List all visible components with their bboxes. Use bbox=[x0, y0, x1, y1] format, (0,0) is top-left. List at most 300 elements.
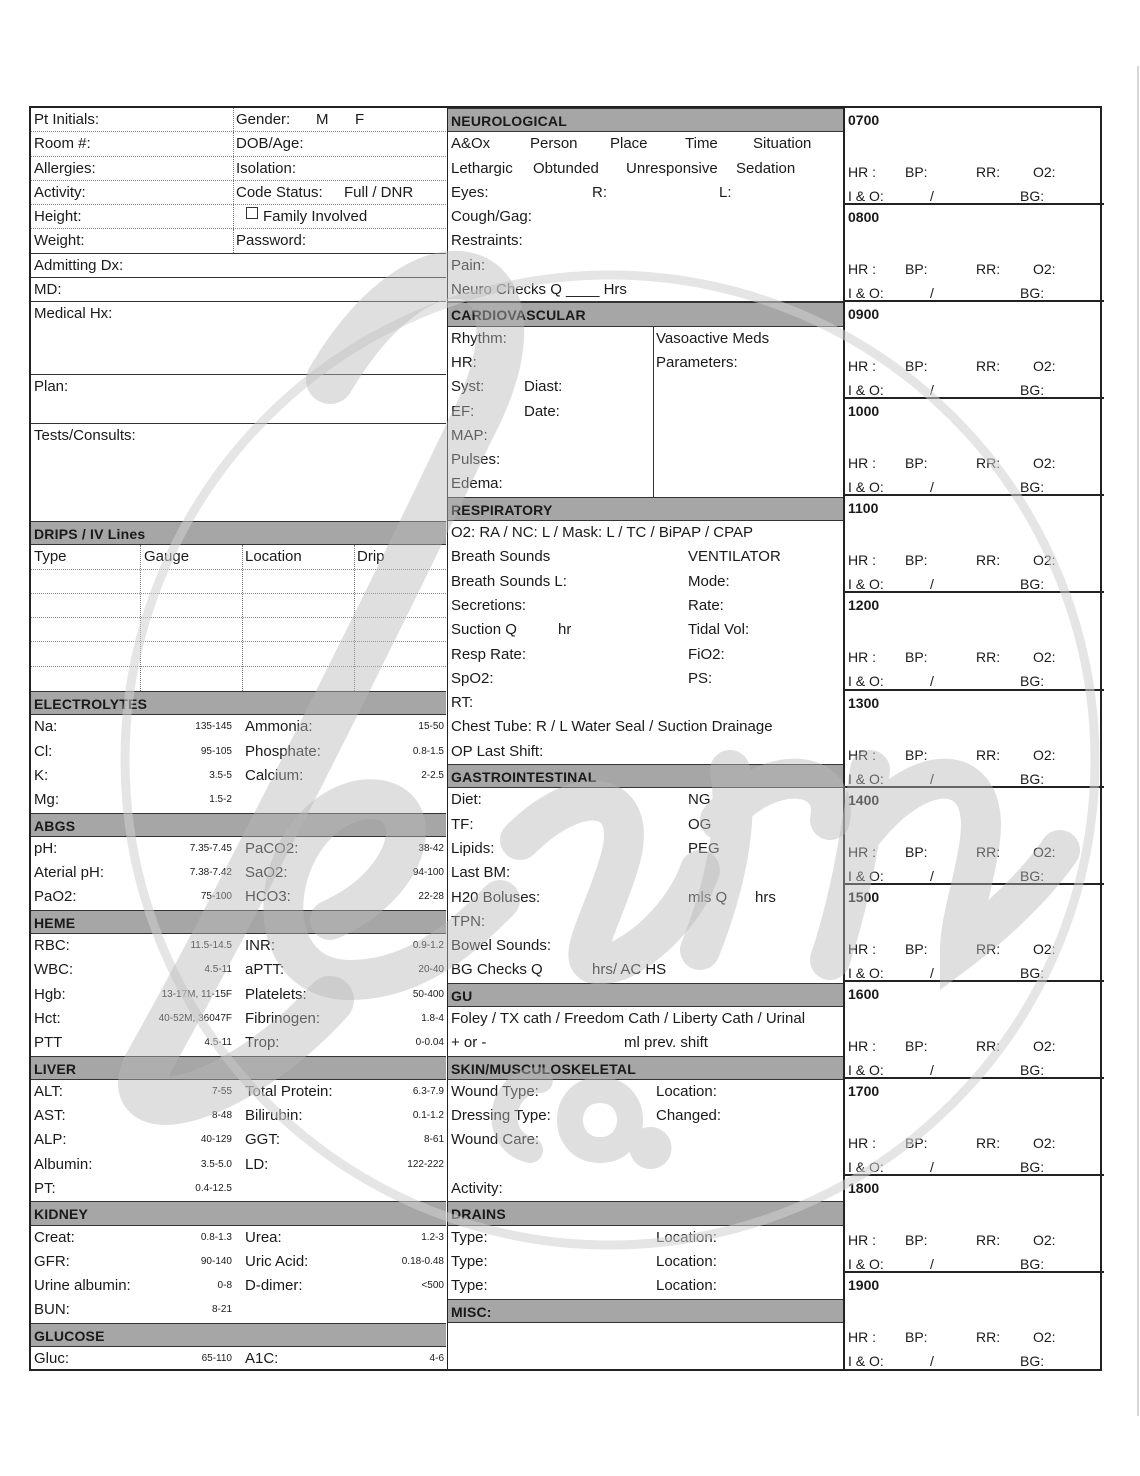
o2-label: O2: bbox=[1033, 1329, 1056, 1346]
lab-range: <500 bbox=[421, 1280, 444, 1292]
lab-name: Urine albumin: bbox=[34, 1277, 131, 1295]
bp-label: BP: bbox=[905, 843, 928, 860]
bg-checks-label: BG Checks Q bbox=[451, 961, 543, 979]
lab-name: RBC: bbox=[34, 937, 70, 955]
lab-row bbox=[31, 837, 446, 861]
drains-header: DRAINS bbox=[448, 1201, 844, 1225]
lab-name: Cl: bbox=[34, 742, 53, 760]
lab-name: Albumin: bbox=[34, 1155, 93, 1173]
unresponsive-option[interactable]: Unresponsive bbox=[626, 159, 718, 177]
o2-label: O2: bbox=[1033, 746, 1056, 763]
lab-name: Gluc: bbox=[34, 1350, 70, 1368]
rr-label: RR: bbox=[976, 261, 1001, 278]
vitals-time: 1800 bbox=[848, 1180, 880, 1197]
o2-label: O2: bbox=[1033, 940, 1056, 957]
code-status-label: Code Status: bbox=[236, 183, 323, 201]
bg-label: BG: bbox=[1020, 188, 1045, 204]
io-slash: / bbox=[930, 770, 934, 787]
hr-label: HR : bbox=[848, 164, 876, 180]
lab-range: 2-2.5 bbox=[421, 769, 444, 781]
skin-activity-label: Activity: bbox=[451, 1180, 503, 1198]
suction-label: Suction Q bbox=[451, 621, 517, 639]
lab-name: Fibrinogen: bbox=[245, 1009, 321, 1027]
vitals-time: 0700 bbox=[848, 112, 880, 128]
lab-range: 0.4-12.5 bbox=[195, 1182, 232, 1194]
ef-date-label: Date: bbox=[524, 402, 560, 420]
op-last-shift-label: OP Last Shift: bbox=[451, 742, 544, 760]
spo2-label: SpO2: bbox=[451, 669, 494, 687]
lab-range: 8-21 bbox=[211, 1304, 232, 1316]
bp-label: BP: bbox=[905, 261, 928, 278]
lab-name: Bilirubin: bbox=[245, 1107, 303, 1125]
lab-name: PaCO2: bbox=[245, 839, 299, 857]
family-involved-label: Family Involved bbox=[263, 208, 368, 226]
lab-range: 20-40 bbox=[418, 964, 444, 976]
hr-label: HR : bbox=[848, 455, 876, 472]
neuro-checks-label: Neuro Checks Q ____ Hrs bbox=[451, 281, 627, 299]
rr-label: RR: bbox=[976, 649, 1001, 666]
io-slash: / bbox=[930, 1353, 934, 1370]
lab-row bbox=[31, 1153, 446, 1177]
vitals-block[interactable] bbox=[845, 1079, 1104, 1176]
o2-label: O2: bbox=[1033, 261, 1056, 278]
cardio-header: CARDIOVASCULAR bbox=[448, 302, 844, 326]
obtunded-option[interactable]: Obtunded bbox=[533, 159, 599, 177]
drips-row[interactable] bbox=[31, 667, 446, 691]
lab-name: Uric Acid: bbox=[245, 1252, 309, 1270]
lab-range: 50-400 bbox=[412, 988, 444, 1000]
person-option[interactable]: Person bbox=[530, 135, 578, 153]
lab-range: 7.35-7.45 bbox=[189, 842, 232, 854]
bp-label: BP: bbox=[905, 455, 928, 472]
eyes-r-label: R: bbox=[592, 183, 607, 201]
vitals-time: 1000 bbox=[848, 403, 880, 420]
misc-header: MISC: bbox=[448, 1299, 844, 1323]
vitals-row-hr bbox=[848, 451, 1104, 475]
lab-range: 65-110 bbox=[201, 1353, 232, 1365]
bg-label: BG: bbox=[1020, 673, 1045, 690]
io-label: I & O: bbox=[848, 867, 884, 884]
drain-location-label: Location: bbox=[656, 1252, 717, 1270]
boluses-hrs-label: hrs bbox=[755, 888, 776, 906]
pt-initials-label: Pt Initials: bbox=[34, 111, 100, 128]
drain-type-label: Type: bbox=[451, 1252, 488, 1270]
vitals-block[interactable] bbox=[845, 496, 1104, 593]
vitals-row-hr bbox=[848, 645, 1104, 669]
syst-label: Syst: bbox=[451, 378, 485, 396]
gi-header: GASTROINTESTINAL bbox=[448, 764, 844, 788]
vitals-block[interactable] bbox=[845, 302, 1104, 399]
lab-name: SaO2: bbox=[245, 864, 288, 882]
lab-range: 90-140 bbox=[200, 1255, 232, 1267]
bg-label: BG: bbox=[1020, 1256, 1045, 1273]
drain-type-label: Type: bbox=[451, 1277, 488, 1295]
lab-name: PTT bbox=[34, 1034, 63, 1052]
vitals-block[interactable] bbox=[845, 108, 1104, 205]
io-label: I & O: bbox=[848, 382, 884, 399]
vitals-block[interactable] bbox=[845, 982, 1104, 1079]
lab-range: 11.5-14.5 bbox=[190, 940, 232, 952]
vitals-time: 1900 bbox=[848, 1277, 880, 1294]
lab-range: 15-50 bbox=[418, 721, 444, 733]
io-slash: / bbox=[930, 479, 934, 496]
edema-label: Edema: bbox=[451, 475, 503, 493]
ng-option[interactable]: NG bbox=[688, 791, 711, 809]
vitals-block[interactable] bbox=[845, 399, 1104, 496]
lab-range: 135-145 bbox=[195, 721, 232, 733]
o2-label: O2: bbox=[1033, 843, 1056, 860]
vasoactive-label: Vasoactive Meds bbox=[656, 329, 770, 347]
drain-location-label: Location: bbox=[656, 1277, 717, 1295]
lab-name: Urea: bbox=[245, 1228, 282, 1246]
situation-option[interactable]: Situation bbox=[753, 135, 812, 153]
lab-row bbox=[31, 715, 446, 739]
drips-row[interactable] bbox=[31, 594, 446, 618]
cough-gag-label: Cough/Gag: bbox=[451, 208, 532, 226]
bp-label: BP: bbox=[905, 552, 928, 569]
restraints-label: Restraints: bbox=[451, 232, 523, 250]
o2-label: O2: bbox=[1033, 1134, 1056, 1151]
vitals-row-hr bbox=[848, 743, 1104, 767]
bg-label: BG: bbox=[1020, 479, 1045, 496]
io-label: I & O: bbox=[848, 1256, 884, 1273]
lab-range: 1.5-2 bbox=[209, 794, 232, 806]
lab-name: Total Protein: bbox=[245, 1082, 333, 1100]
o2-label: O2: bbox=[1033, 552, 1056, 569]
resp-header: RESPIRATORY bbox=[448, 497, 844, 521]
lab-range: 40-129 bbox=[200, 1134, 232, 1146]
vitals-block[interactable] bbox=[845, 691, 1104, 788]
bp-label: BP: bbox=[905, 1134, 928, 1151]
lab-range: 94-100 bbox=[412, 867, 444, 879]
lab-name: Hgb: bbox=[34, 985, 66, 1003]
rr-label: RR: bbox=[976, 843, 1001, 860]
gender-label: Gender: bbox=[236, 111, 291, 128]
io-label: I & O: bbox=[848, 576, 884, 593]
hr-label: HR : bbox=[848, 358, 876, 375]
bp-label: BP: bbox=[905, 1037, 928, 1054]
vitals-time: 1400 bbox=[848, 791, 880, 808]
last-bm-label: Last BM: bbox=[451, 864, 511, 882]
o2-label: O2: bbox=[1033, 455, 1056, 472]
lab-row bbox=[31, 1080, 446, 1104]
rr-label: RR: bbox=[976, 746, 1001, 763]
lab-row bbox=[31, 1104, 446, 1128]
lab-row bbox=[31, 1128, 446, 1152]
skin-header: SKIN/MUSCULOSKELETAL bbox=[448, 1056, 844, 1080]
vitals-row-hr bbox=[848, 937, 1104, 961]
rr-label: RR: bbox=[976, 164, 1001, 180]
lab-name: ALP: bbox=[34, 1131, 67, 1149]
drain-location-label: Location: bbox=[656, 1228, 717, 1246]
lab-name: Phosphate: bbox=[245, 742, 321, 760]
io-slash: / bbox=[930, 188, 934, 204]
lab-range: 0.9-1.2 bbox=[412, 940, 444, 952]
lab-range: 4.5-11 bbox=[204, 1037, 232, 1049]
vent-rate-label: Rate: bbox=[688, 596, 724, 614]
rr-label: RR: bbox=[976, 1232, 1001, 1249]
rr-label: RR: bbox=[976, 455, 1001, 472]
io-slash: / bbox=[930, 382, 934, 399]
ef-label: EF: bbox=[451, 402, 475, 420]
drips-col-drip: Drip bbox=[357, 548, 385, 566]
bg-label: BG: bbox=[1020, 382, 1045, 399]
lab-range: 0.18-0.48 bbox=[401, 1255, 444, 1267]
drips-table bbox=[31, 545, 446, 691]
lab-range: 3.5-5 bbox=[209, 769, 232, 781]
lab-row bbox=[31, 1007, 446, 1031]
breath-sounds-l-label: Breath Sounds L: bbox=[451, 572, 567, 590]
lab-range: 22-28 bbox=[418, 891, 444, 903]
bp-label: BP: bbox=[905, 1329, 928, 1346]
misc-area[interactable] bbox=[448, 1323, 844, 1372]
lab-range: 8-61 bbox=[423, 1134, 444, 1146]
bg-label: BG: bbox=[1020, 1061, 1045, 1078]
pain-label: Pain: bbox=[451, 256, 486, 274]
bg-label: BG: bbox=[1020, 964, 1045, 981]
lab-name: GFR: bbox=[34, 1252, 70, 1270]
vitals-row-hr bbox=[848, 840, 1104, 864]
lab-row bbox=[31, 1347, 446, 1371]
bowel-sounds-label: Bowel Sounds: bbox=[451, 937, 552, 955]
vitals-column bbox=[843, 108, 1104, 1369]
drips-row[interactable] bbox=[31, 642, 446, 666]
io-slash: / bbox=[930, 576, 934, 593]
drips-header: DRIPS / IV Lines bbox=[31, 521, 446, 545]
electrolytes-header: ELECTROLYTES bbox=[31, 691, 446, 715]
tidal-vol-label: Tidal Vol: bbox=[688, 621, 750, 639]
allergies-label: Allergies: bbox=[34, 159, 96, 177]
drips-row[interactable] bbox=[31, 570, 446, 594]
lab-range: 0.8-1.5 bbox=[412, 745, 444, 757]
lab-range: 0.1-1.2 bbox=[412, 1110, 444, 1122]
tests-consults-label: Tests/Consults: bbox=[34, 426, 136, 444]
bp-label: BP: bbox=[905, 1232, 928, 1249]
bg-label: BG: bbox=[1020, 285, 1045, 302]
lab-row bbox=[31, 1250, 446, 1274]
abgs-header: ABGS bbox=[31, 813, 446, 837]
lab-range: 75-100 bbox=[200, 891, 232, 903]
rt-label: RT: bbox=[451, 694, 474, 712]
activity-label: Activity: bbox=[34, 183, 86, 201]
drips-col-gauge: Gauge bbox=[144, 548, 190, 566]
eyes-l-label: L: bbox=[719, 183, 732, 201]
hr-label: HR : bbox=[848, 261, 876, 278]
lipids-label: Lipids: bbox=[451, 839, 495, 857]
lab-row bbox=[31, 861, 446, 885]
weight-label: Weight: bbox=[34, 232, 85, 250]
dob-age-label: DOB/Age: bbox=[236, 135, 304, 153]
lab-range: 0-8 bbox=[217, 1280, 232, 1292]
lab-name: Platelets: bbox=[245, 985, 307, 1003]
og-option[interactable]: OG bbox=[688, 815, 712, 833]
o2-delivery-label: O2: RA / NC: L / Mask: L / TC / BiPAP / CPAP bbox=[451, 524, 754, 542]
lab-row bbox=[31, 1274, 446, 1298]
lab-name: Trop: bbox=[245, 1034, 280, 1052]
lab-range: 1.2-3 bbox=[421, 1231, 444, 1243]
io-slash: / bbox=[930, 867, 934, 884]
vitals-time: 1100 bbox=[848, 500, 879, 517]
glucose-header: GLUCOSE bbox=[31, 1323, 446, 1347]
plus-minus-label: + or - bbox=[451, 1034, 487, 1052]
chest-tube-label: Chest Tube: R / L Water Seal / Suction Drainage bbox=[451, 718, 773, 736]
lab-name: AST: bbox=[34, 1107, 66, 1125]
lethargic-option[interactable]: Lethargic bbox=[451, 159, 513, 177]
tf-label: TF: bbox=[451, 815, 474, 833]
lab-name: A1C: bbox=[245, 1350, 279, 1368]
patient-info bbox=[31, 108, 446, 521]
family-involved-checkbox[interactable] bbox=[246, 207, 258, 219]
drips-col-type: Type bbox=[34, 548, 67, 566]
lab-range: 4.5-11 bbox=[204, 964, 232, 976]
vitals-block[interactable] bbox=[845, 593, 1104, 690]
lab-row bbox=[31, 788, 446, 812]
bg-label: BG: bbox=[1020, 1158, 1045, 1175]
lab-name: LD: bbox=[245, 1155, 269, 1173]
io-slash: / bbox=[930, 285, 934, 302]
io-label: I & O: bbox=[848, 479, 884, 496]
lab-name: K: bbox=[34, 766, 49, 784]
rhythm-label: Rhythm: bbox=[451, 329, 507, 347]
io-slash: / bbox=[930, 1158, 934, 1175]
ps-label: PS: bbox=[688, 669, 713, 687]
breath-sounds-label: Breath Sounds bbox=[451, 548, 551, 566]
hr-label: HR : bbox=[848, 649, 876, 666]
lab-name: ALT: bbox=[34, 1082, 63, 1100]
lab-name: INR: bbox=[245, 937, 275, 955]
vitals-row-hr bbox=[848, 257, 1104, 281]
lab-row bbox=[31, 885, 446, 909]
o2-label: O2: bbox=[1033, 1037, 1056, 1054]
vitals-time: 0800 bbox=[848, 209, 880, 226]
boluses-label: H20 Boluses: bbox=[451, 888, 541, 906]
rr-label: RR: bbox=[976, 1329, 1001, 1346]
sedation-option[interactable]: Sedation bbox=[736, 159, 796, 177]
vitals-block[interactable] bbox=[845, 1273, 1104, 1370]
bg-label: BG: bbox=[1020, 1353, 1045, 1370]
lab-range: 7-55 bbox=[211, 1085, 232, 1097]
io-label: I & O: bbox=[848, 1061, 884, 1078]
o2-label: O2: bbox=[1033, 164, 1056, 180]
hr-label: HR : bbox=[848, 843, 876, 860]
vitals-block[interactable] bbox=[845, 1176, 1104, 1273]
suction-hr-label: hr bbox=[558, 621, 572, 639]
vitals-block[interactable] bbox=[845, 205, 1104, 302]
vitals-row-hr bbox=[848, 354, 1104, 378]
io-slash: / bbox=[930, 1256, 934, 1273]
lab-row bbox=[31, 934, 446, 958]
rr-label: RR: bbox=[976, 358, 1001, 375]
md-label: MD: bbox=[34, 281, 62, 299]
vitals-time: 1600 bbox=[848, 985, 880, 1002]
admitting-dx-label: Admitting Dx: bbox=[34, 256, 124, 274]
labs-section bbox=[31, 691, 446, 1371]
code-status-options[interactable]: Full / DNR bbox=[344, 183, 414, 201]
isolation-label: Isolation: bbox=[236, 159, 297, 177]
lab-row bbox=[31, 740, 446, 764]
gender-m-option[interactable]: M bbox=[316, 111, 329, 128]
lab-range: 40-52M, 36047F bbox=[158, 1012, 232, 1024]
lab-name: PaO2: bbox=[34, 888, 77, 906]
tpn-label: TPN: bbox=[451, 912, 486, 930]
vitals-row-hr bbox=[848, 1034, 1104, 1058]
lab-name: D-dimer: bbox=[245, 1277, 303, 1295]
vitals-row-hr bbox=[848, 1325, 1104, 1349]
catheter-options[interactable]: Foley / TX cath / Freedom Cath / Liberty Cath / Urinal bbox=[451, 1010, 806, 1027]
resp-rate-label: Resp Rate: bbox=[451, 645, 527, 663]
lab-row bbox=[31, 983, 446, 1007]
lab-name: Na: bbox=[34, 718, 58, 736]
hr-label: HR : bbox=[848, 1134, 876, 1151]
rr-label: RR: bbox=[976, 552, 1001, 569]
lab-row bbox=[31, 764, 446, 788]
rr-label: RR: bbox=[976, 1037, 1001, 1054]
bg-label: BG: bbox=[1020, 576, 1045, 593]
time-option[interactable]: Time bbox=[685, 135, 718, 153]
io-slash: / bbox=[930, 1061, 934, 1078]
lab-name: Calcium: bbox=[245, 766, 304, 784]
diet-label: Diet: bbox=[451, 791, 482, 809]
vitals-time: 0900 bbox=[848, 306, 880, 323]
place-option[interactable]: Place bbox=[610, 135, 648, 153]
eyes-label: Eyes: bbox=[451, 183, 489, 201]
lab-row bbox=[31, 1177, 446, 1201]
lab-row bbox=[31, 1298, 446, 1322]
drain-row bbox=[448, 1250, 844, 1274]
vitals-block[interactable] bbox=[845, 885, 1104, 982]
bp-label: BP: bbox=[905, 746, 928, 763]
height-label: Height: bbox=[34, 208, 82, 226]
lab-range: 38-42 bbox=[418, 842, 444, 854]
wound-care-label: Wound Care: bbox=[451, 1131, 540, 1149]
lab-name: Ammonia: bbox=[245, 718, 313, 736]
vitals-row-hr bbox=[848, 160, 1104, 184]
vitals-block[interactable] bbox=[845, 788, 1104, 885]
io-slash: / bbox=[930, 964, 934, 981]
vitals-row-hr bbox=[848, 1131, 1104, 1155]
vitals-row-io bbox=[848, 1349, 1104, 1373]
lab-name: BUN: bbox=[34, 1301, 70, 1319]
map-label: MAP: bbox=[451, 426, 488, 444]
lab-range: 95-105 bbox=[200, 745, 232, 757]
peg-option[interactable]: PEG bbox=[688, 839, 720, 857]
lab-name: Aterial pH: bbox=[34, 864, 105, 882]
report-sheet bbox=[29, 106, 1102, 1371]
medical-hx-label: Medical Hx: bbox=[34, 305, 113, 323]
drain-type-label: Type: bbox=[451, 1228, 488, 1246]
vitals-time: 1500 bbox=[848, 888, 880, 905]
diast-label: Diast: bbox=[524, 378, 563, 396]
vitals-row-hr bbox=[848, 548, 1104, 572]
drain-row bbox=[448, 1274, 844, 1298]
lab-range: 6.3-7.9 bbox=[412, 1085, 444, 1097]
neuro-header: NEUROLOGICAL bbox=[448, 108, 844, 132]
lab-name: Creat: bbox=[34, 1228, 75, 1246]
parameters-label: Parameters: bbox=[656, 353, 738, 371]
bg-checks-hrs-label: hrs/ AC HS bbox=[592, 961, 667, 979]
lab-row bbox=[31, 958, 446, 982]
plan-label: Plan: bbox=[34, 378, 69, 396]
vitals-time: 1700 bbox=[848, 1082, 880, 1099]
gender-f-option[interactable]: F bbox=[355, 111, 365, 128]
lab-name: Hct: bbox=[34, 1009, 61, 1027]
hr-label: HR : bbox=[848, 746, 876, 763]
io-label: I & O: bbox=[848, 673, 884, 690]
lab-range: 8-48 bbox=[211, 1110, 232, 1122]
drips-row[interactable] bbox=[31, 618, 446, 642]
lab-range: 7.38-7.42 bbox=[189, 867, 232, 879]
o2-label: O2: bbox=[1033, 358, 1056, 375]
